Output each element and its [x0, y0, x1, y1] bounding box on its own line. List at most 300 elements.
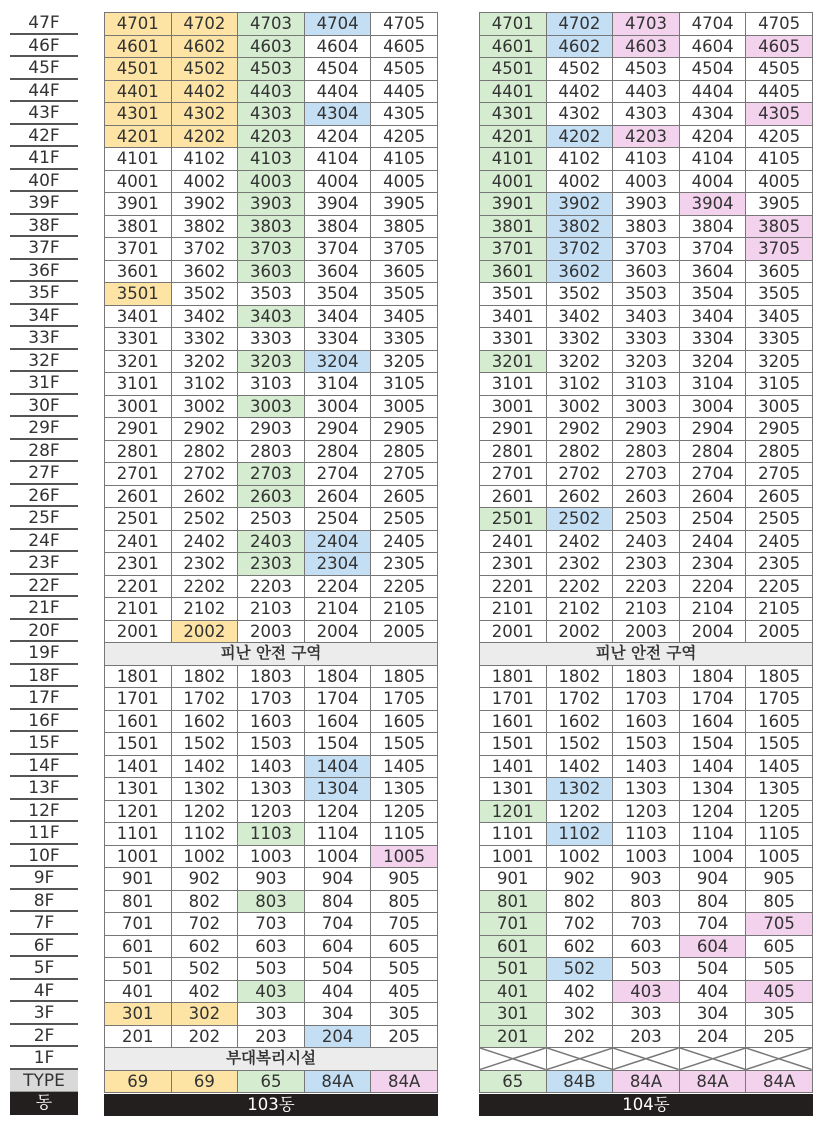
unit-cell: 4205	[371, 126, 438, 149]
floor-row	[105, 643, 438, 666]
unit-cell: 1204	[680, 801, 747, 824]
floor-label: 32F	[10, 350, 78, 373]
unit-cell: 4104	[680, 148, 747, 171]
unit-cell: 4302	[172, 103, 239, 126]
unit-cell: 4703	[238, 13, 305, 36]
unit-cell: 403	[613, 981, 680, 1004]
unit-cell: 2805	[371, 441, 438, 464]
unit-cell: 1101	[480, 823, 547, 846]
unit-cell: 2404	[305, 531, 372, 554]
unit-cell: 1803	[238, 666, 305, 689]
unit-cell: 3001	[105, 396, 172, 419]
floor-row	[480, 553, 813, 576]
unit-cell: 1005	[371, 846, 438, 869]
floor-row	[105, 396, 438, 419]
unit-cell: 2204	[680, 576, 747, 599]
unit-cell: 4402	[547, 81, 614, 104]
unit-cell: 2003	[613, 621, 680, 644]
unit-type-cell: 84A	[680, 1071, 747, 1094]
unit-cell: 601	[480, 936, 547, 959]
unit-cell: 401	[105, 981, 172, 1004]
unit-cell: 1203	[238, 801, 305, 824]
unit-cell: 4601	[105, 36, 172, 59]
unit-cell: 603	[238, 936, 305, 959]
unit-cell: 3601	[105, 261, 172, 284]
unit-cell: 4405	[746, 81, 813, 104]
unit-cell: 2403	[238, 531, 305, 554]
unit-cell: 1702	[172, 688, 239, 711]
unit-cell: 1704	[680, 688, 747, 711]
floor-label: 47F	[10, 12, 78, 35]
unit-cell: 2603	[613, 486, 680, 509]
unit-cell: 1305	[371, 778, 438, 801]
unit-cell: 3704	[680, 238, 747, 261]
floor-row	[105, 553, 438, 576]
unit-cell: 704	[680, 913, 747, 936]
unit-cell: 3602	[547, 261, 614, 284]
unit-cell: 304	[305, 1003, 372, 1026]
unit-type-cell: 84A	[371, 1071, 438, 1094]
unit-cell: 901	[105, 868, 172, 891]
unit-cell: 4005	[371, 171, 438, 194]
unit-cell: 1802	[172, 666, 239, 689]
floor-row	[480, 643, 813, 666]
unit-cell: 4604	[305, 36, 372, 59]
unit-cell: 2305	[746, 553, 813, 576]
unit-cell: 3103	[238, 373, 305, 396]
floor-row	[105, 711, 438, 734]
floor-label: 4F	[10, 980, 78, 1003]
unit-cell: 2601	[480, 486, 547, 509]
unit-cell: 3004	[305, 396, 372, 419]
floor-label: 27F	[10, 462, 78, 485]
unit-cell: 3105	[371, 373, 438, 396]
floor-row	[480, 756, 813, 779]
unit-cell: 4401	[105, 81, 172, 104]
unit-cell: 801	[480, 891, 547, 914]
floor-label: 43F	[10, 102, 78, 125]
unit-cell: 2203	[238, 576, 305, 599]
unit-cell: 4702	[547, 13, 614, 36]
floor-label: 22F	[10, 575, 78, 598]
unit-cell: 1202	[547, 801, 614, 824]
floor-row	[105, 441, 438, 464]
unit-cell: 1001	[105, 846, 172, 869]
unit-cell: 3401	[105, 306, 172, 329]
unit-cell: 2502	[547, 508, 614, 531]
floor-row	[105, 801, 438, 824]
floor-row	[105, 216, 438, 239]
unit-cell: 1401	[480, 756, 547, 779]
unit-cell: 4002	[172, 171, 239, 194]
unit-cell: 1604	[680, 711, 747, 734]
unit-cell: 205	[371, 1026, 438, 1049]
unit-cell: 1701	[480, 688, 547, 711]
unit-cell: 4203	[613, 126, 680, 149]
unit-cell: 1401	[105, 756, 172, 779]
unit-cell: 203	[238, 1026, 305, 1049]
unit-cell: 3203	[238, 351, 305, 374]
unit-cell: 2502	[172, 508, 239, 531]
unit-cell: 2501	[480, 508, 547, 531]
unit-cell: 2705	[371, 463, 438, 486]
unit-cell: 2205	[371, 576, 438, 599]
unit-cell: 1703	[238, 688, 305, 711]
unit-cell: 1302	[172, 778, 239, 801]
unit-cell: 1304	[680, 778, 747, 801]
unit-cell: 3004	[680, 396, 747, 419]
unit-cell: 1201	[105, 801, 172, 824]
unit-cell: 4202	[547, 126, 614, 149]
unit-cell: 3305	[371, 328, 438, 351]
unit-cell: 1804	[680, 666, 747, 689]
unit-cell: 503	[238, 958, 305, 981]
unit-cell: 2401	[105, 531, 172, 554]
unit-cell: 3105	[746, 373, 813, 396]
floor-row	[105, 531, 438, 554]
unit-cell: 1402	[172, 756, 239, 779]
unit-cell: 501	[105, 958, 172, 981]
unit-cell: 1604	[305, 711, 372, 734]
unit-cell: 3201	[480, 351, 547, 374]
unit-cell: 2801	[480, 441, 547, 464]
floor-row	[105, 913, 438, 936]
unit-cell: 3102	[547, 373, 614, 396]
unit-cell: 705	[746, 913, 813, 936]
floor-row	[480, 283, 813, 306]
floor-row	[480, 958, 813, 981]
unit-cell: 3505	[371, 283, 438, 306]
unit-cell: 204	[305, 1026, 372, 1049]
empty-unit-cell	[547, 1048, 614, 1071]
unit-cell: 3801	[105, 216, 172, 239]
unit-cell: 3601	[480, 261, 547, 284]
unit-cell: 1805	[746, 666, 813, 689]
floor-row	[105, 486, 438, 509]
floor-row	[480, 103, 813, 126]
floor-row	[105, 463, 438, 486]
unit-cell: 4505	[371, 58, 438, 81]
unit-cell: 3605	[371, 261, 438, 284]
unit-cell: 804	[680, 891, 747, 914]
floor-row	[105, 823, 438, 846]
unit-cell: 601	[105, 936, 172, 959]
refuge-zone-label: 피난 안전 구역	[105, 643, 438, 666]
unit-cell: 1405	[371, 756, 438, 779]
unit-cell: 3201	[105, 351, 172, 374]
unit-cell: 3103	[613, 373, 680, 396]
unit-cell: 4303	[238, 103, 305, 126]
unit-cell: 3902	[547, 193, 614, 216]
unit-cell: 4001	[105, 171, 172, 194]
empty-unit-cell	[746, 1048, 813, 1071]
unit-cell: 4305	[746, 103, 813, 126]
floor-row	[105, 418, 438, 441]
unit-cell: 3205	[371, 351, 438, 374]
unit-cell: 4501	[105, 58, 172, 81]
unit-cell: 2104	[680, 598, 747, 621]
unit-cell: 2301	[480, 553, 547, 576]
unit-cell: 3403	[613, 306, 680, 329]
unit-cell: 4704	[305, 13, 372, 36]
floor-row	[105, 688, 438, 711]
unit-cell: 1804	[305, 666, 372, 689]
unit-cell: 3903	[238, 193, 305, 216]
floor-row	[105, 756, 438, 779]
floor-label: 3F	[10, 1002, 78, 1025]
unit-cell: 4105	[746, 148, 813, 171]
unit-cell: 2902	[172, 418, 239, 441]
unit-cell: 4103	[238, 148, 305, 171]
unit-cell: 2104	[305, 598, 372, 621]
unit-cell: 4704	[680, 13, 747, 36]
unit-cell: 2605	[371, 486, 438, 509]
floor-label: 9F	[10, 867, 78, 890]
unit-cell: 605	[371, 936, 438, 959]
floor-row	[480, 396, 813, 419]
unit-cell: 2103	[238, 598, 305, 621]
unit-cell: 1002	[547, 846, 614, 869]
unit-cell: 1104	[680, 823, 747, 846]
floor-row	[105, 36, 438, 59]
unit-cell: 204	[680, 1026, 747, 1049]
unit-cell: 4102	[547, 148, 614, 171]
unit-cell: 2102	[547, 598, 614, 621]
unit-cell: 1504	[305, 733, 372, 756]
floor-row	[105, 958, 438, 981]
unit-cell: 905	[371, 868, 438, 891]
floor-label: 17F	[10, 687, 78, 710]
floor-label: 39F	[10, 192, 78, 215]
unit-cell: 3002	[172, 396, 239, 419]
unit-cell: 2304	[680, 553, 747, 576]
unit-cell: 2102	[172, 598, 239, 621]
unit-cell: 1705	[371, 688, 438, 711]
floor-row	[480, 58, 813, 81]
floor-row	[480, 733, 813, 756]
unit-cell: 3405	[371, 306, 438, 329]
unit-cell: 904	[305, 868, 372, 891]
unit-cell: 305	[746, 1003, 813, 1026]
floor-label-column	[10, 12, 78, 1115]
unit-cell: 3102	[172, 373, 239, 396]
floor-row	[105, 508, 438, 531]
unit-cell: 2401	[480, 531, 547, 554]
floor-label: 7F	[10, 912, 78, 935]
floor-row	[480, 418, 813, 441]
floor-label: 36F	[10, 260, 78, 283]
floor-row	[105, 621, 438, 644]
floor-row	[480, 913, 813, 936]
floor-row	[480, 463, 813, 486]
floor-label: 45F	[10, 57, 78, 80]
unit-cell: 4501	[480, 58, 547, 81]
floor-row	[480, 148, 813, 171]
unit-cell: 3804	[680, 216, 747, 239]
unit-cell: 2605	[746, 486, 813, 509]
floor-row	[480, 441, 813, 464]
unit-cell: 2503	[238, 508, 305, 531]
floor-row	[480, 1003, 813, 1026]
unit-cell: 1801	[480, 666, 547, 689]
unit-cell: 4602	[172, 36, 239, 59]
floor-row	[105, 13, 438, 36]
floor-row	[480, 328, 813, 351]
unit-cell: 2105	[371, 598, 438, 621]
unit-cell: 1603	[613, 711, 680, 734]
building-name-bar: 104동	[479, 1094, 813, 1116]
unit-cell: 2304	[305, 553, 372, 576]
floor-label: 23F	[10, 552, 78, 575]
unit-cell: 4603	[613, 36, 680, 59]
refuge-zone-label: 피난 안전 구역	[480, 643, 813, 666]
unit-cell: 3304	[305, 328, 372, 351]
floor-label: 37F	[10, 237, 78, 260]
unit-cell: 2302	[172, 553, 239, 576]
unit-cell: 802	[172, 891, 239, 914]
floor-label: 10F	[10, 845, 78, 868]
unit-cell: 4603	[238, 36, 305, 59]
unit-cell: 2004	[680, 621, 747, 644]
unit-cell: 4201	[480, 126, 547, 149]
unit-cell: 4503	[238, 58, 305, 81]
unit-cell: 803	[238, 891, 305, 914]
floor-row	[105, 373, 438, 396]
unit-cell: 2705	[746, 463, 813, 486]
unit-cell: 1805	[371, 666, 438, 689]
unit-cell: 402	[547, 981, 614, 1004]
unit-cell: 4404	[305, 81, 372, 104]
unit-cell: 505	[371, 958, 438, 981]
unit-cell: 2702	[172, 463, 239, 486]
floor-label: 31F	[10, 372, 78, 395]
floor-label: 15F	[10, 732, 78, 755]
floor-row	[480, 576, 813, 599]
unit-cell: 3404	[305, 306, 372, 329]
unit-cell: 4203	[238, 126, 305, 149]
unit-cell: 4403	[238, 81, 305, 104]
unit-cell: 1204	[305, 801, 372, 824]
unit-cell: 3301	[480, 328, 547, 351]
floor-row	[480, 13, 813, 36]
unit-cell: 2604	[680, 486, 747, 509]
unit-cell: 4204	[305, 126, 372, 149]
unit-cell: 2903	[238, 418, 305, 441]
unit-cell: 4101	[105, 148, 172, 171]
unit-cell: 3702	[547, 238, 614, 261]
unit-cell: 4702	[172, 13, 239, 36]
unit-cell: 704	[305, 913, 372, 936]
unit-cell: 4701	[480, 13, 547, 36]
floor-label: 2F	[10, 1025, 78, 1048]
unit-cell: 4002	[547, 171, 614, 194]
unit-cell: 2005	[746, 621, 813, 644]
floor-label: 5F	[10, 957, 78, 980]
unit-cell: 3703	[613, 238, 680, 261]
unit-cell: 3704	[305, 238, 372, 261]
unit-cell: 4703	[613, 13, 680, 36]
unit-cell: 805	[371, 891, 438, 914]
unit-cell: 3204	[680, 351, 747, 374]
unit-cell: 2205	[746, 576, 813, 599]
unit-cell: 2801	[105, 441, 172, 464]
type-row	[480, 1071, 813, 1094]
floor-label: 35F	[10, 282, 78, 305]
unit-cell: 1803	[613, 666, 680, 689]
unit-cell: 1705	[746, 688, 813, 711]
unit-cell: 1704	[305, 688, 372, 711]
unit-cell: 1601	[105, 711, 172, 734]
unit-cell: 502	[547, 958, 614, 981]
floor-row	[480, 846, 813, 869]
unit-type-cell: 65	[238, 1071, 305, 1094]
unit-cell: 4502	[547, 58, 614, 81]
unit-cell: 603	[613, 936, 680, 959]
floor-row	[105, 261, 438, 284]
unit-type-cell: 84B	[547, 1071, 614, 1094]
floor-row	[105, 981, 438, 1004]
unit-cell: 1303	[613, 778, 680, 801]
unit-cell: 4503	[613, 58, 680, 81]
unit-cell: 3705	[746, 238, 813, 261]
unit-cell: 1605	[371, 711, 438, 734]
unit-cell: 405	[746, 981, 813, 1004]
unit-cell: 3303	[613, 328, 680, 351]
unit-cell: 3104	[305, 373, 372, 396]
unit-cell: 3602	[172, 261, 239, 284]
unit-cell: 4201	[105, 126, 172, 149]
unit-cell: 3903	[613, 193, 680, 216]
unit-cell: 4302	[547, 103, 614, 126]
unit-cell: 2402	[172, 531, 239, 554]
unit-cell: 1104	[305, 823, 372, 846]
unit-cell: 1502	[547, 733, 614, 756]
unit-cell: 503	[613, 958, 680, 981]
unit-cell: 2901	[105, 418, 172, 441]
floor-label: 6F	[10, 935, 78, 958]
unit-cell: 304	[680, 1003, 747, 1026]
unit-cell: 2303	[613, 553, 680, 576]
floor-label: 29F	[10, 417, 78, 440]
floor-label: 44F	[10, 80, 78, 103]
unit-cell: 3803	[613, 216, 680, 239]
floor-row	[105, 598, 438, 621]
unit-cell: 902	[172, 868, 239, 891]
unit-cell: 2203	[613, 576, 680, 599]
unit-cell: 3503	[238, 283, 305, 306]
unit-cell: 1205	[746, 801, 813, 824]
unit-cell: 2101	[480, 598, 547, 621]
unit-cell: 3401	[480, 306, 547, 329]
unit-cell: 2201	[105, 576, 172, 599]
unit-cell: 2202	[172, 576, 239, 599]
unit-cell: 1405	[746, 756, 813, 779]
unit-cell: 4303	[613, 103, 680, 126]
floor-row	[105, 328, 438, 351]
floor-row	[480, 711, 813, 734]
unit-cell: 1703	[613, 688, 680, 711]
floor-label: 12F	[10, 800, 78, 823]
unit-cell: 2803	[238, 441, 305, 464]
unit-cell: 3305	[746, 328, 813, 351]
unit-cell: 2703	[613, 463, 680, 486]
unit-cell: 1202	[172, 801, 239, 824]
unit-cell: 1103	[238, 823, 305, 846]
floor-row	[480, 823, 813, 846]
unit-cell: 401	[480, 981, 547, 1004]
floor-label: 41F	[10, 147, 78, 170]
unit-cell: 3001	[480, 396, 547, 419]
